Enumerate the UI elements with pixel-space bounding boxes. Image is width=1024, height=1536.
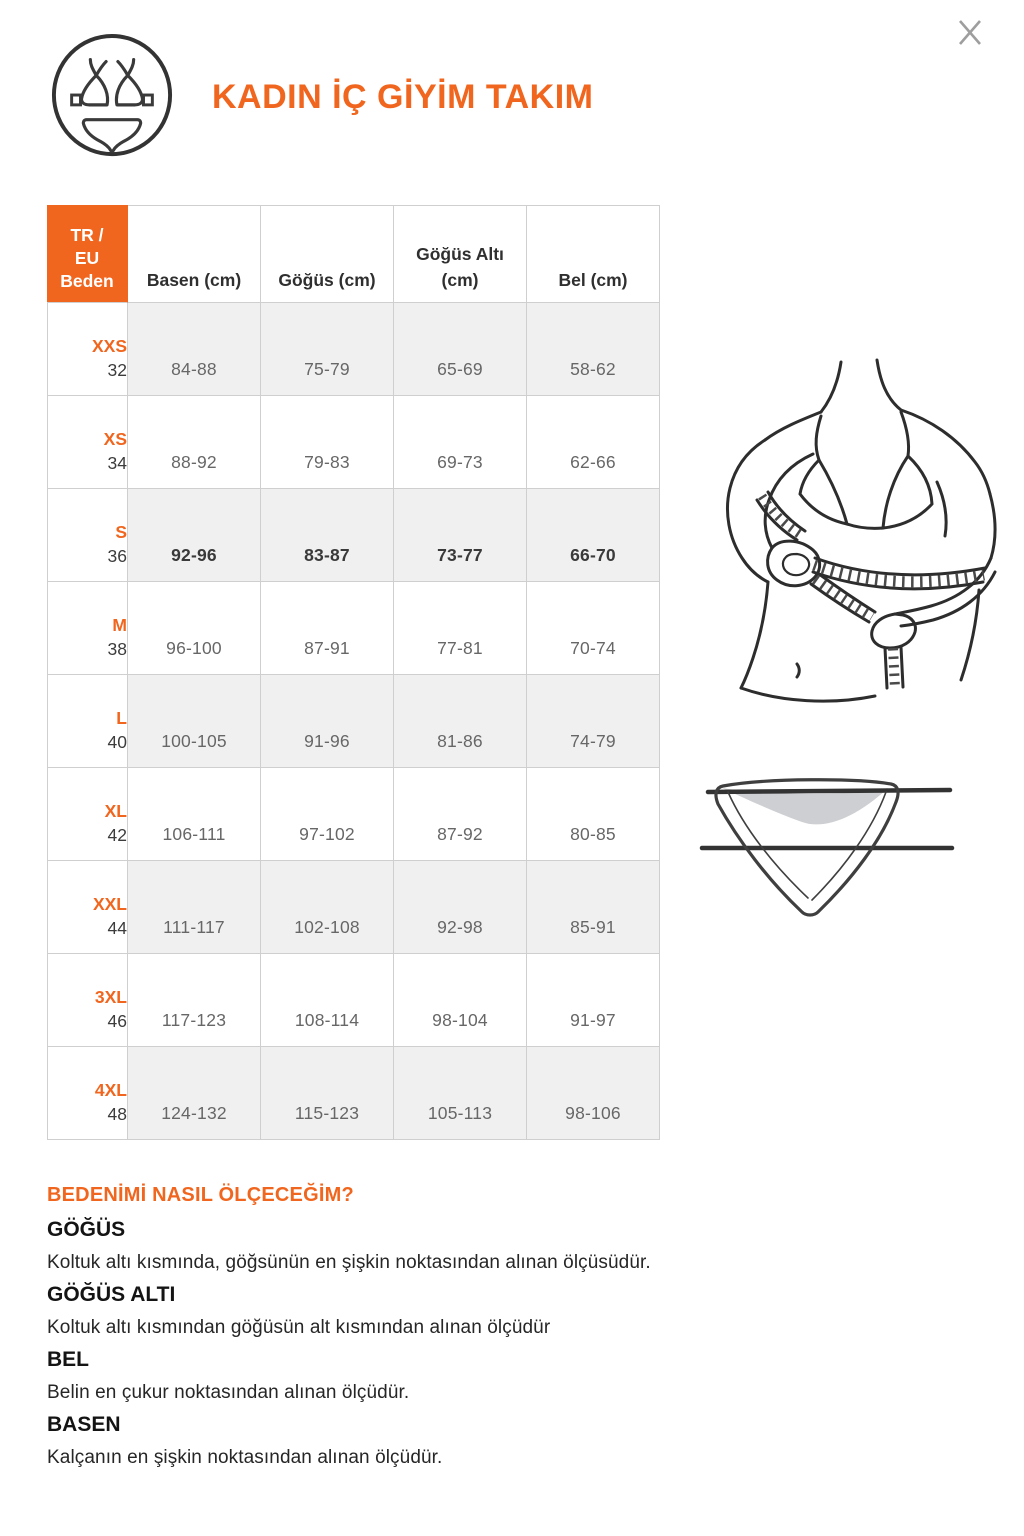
measurement-cell: 96-100 [128,582,261,675]
measurement-cell: 65-69 [394,303,527,396]
measurement-cell: 108-114 [261,954,394,1047]
measurement-cell: 69-73 [394,396,527,489]
size-label: M [112,614,127,635]
measurement-cell: 77-81 [394,582,527,675]
measurement-cell: 100-105 [128,675,261,768]
eu-size: 46 [107,1010,127,1031]
corner-header-cell: TR / EU Beden [47,205,128,303]
eu-size: 48 [107,1103,127,1124]
size-label-cell [48,396,128,489]
guide-term: BASEN [47,1413,121,1436]
column-header-cell: Göğüs (cm) [261,206,394,303]
size-chart-table [47,205,660,1140]
measurement-cell: 70-74 [527,582,660,675]
guide-definition: Koltuk altı kısmından göğüsün alt kısmından alınan ölçüdür [47,1316,551,1338]
measurement-cell: 75-79 [261,303,394,396]
size-label: XXL [92,893,127,914]
guide-term: GÖĞÜS [47,1218,126,1241]
guide-definition: Koltuk altı kısmında, göğsünün en şişkin noktasından alınan ölçüsüdür. [47,1251,651,1273]
modal-header [48,34,593,160]
guide-term: BEL [47,1348,89,1371]
measurement-cell: 74-79 [527,675,660,768]
measurement-cell: 73-77 [394,489,527,582]
measurement-cell: 79-83 [261,396,394,489]
measurement-cell: 85-91 [527,861,660,954]
size-label: S [115,521,127,542]
size-label-cell [48,861,128,954]
measurement-cell: 81-86 [394,675,527,768]
guide-title: BEDENİMİ NASIL ÖLÇECEĞİM? [47,1184,354,1206]
measurement-cell: 84-88 [128,303,261,396]
measurement-cell: 111-117 [128,861,261,954]
measurement-cell: 87-92 [394,768,527,861]
measurement-cell: 91-97 [527,954,660,1047]
eu-size: 36 [107,545,127,566]
close-button[interactable] [952,14,988,50]
column-header-cell: Göğüs Altı (cm) [394,206,527,303]
measurement-cell: 117-123 [128,954,261,1047]
eu-size: 40 [107,731,127,752]
eu-size: 32 [107,359,127,380]
eu-size: 44 [107,917,127,938]
measurement-cell: 115-123 [261,1047,394,1140]
measurement-guide [47,1184,777,1474]
measurement-cell: 80-85 [527,768,660,861]
size-label: XL [104,800,127,821]
measurement-cell: 66-70 [527,489,660,582]
measurement-cell: 88-92 [128,396,261,489]
size-label: XXS [91,335,127,356]
size-label-cell [48,489,128,582]
lingerie-set-icon [48,34,176,160]
size-label-cell [48,582,128,675]
measurement-cell: 92-96 [128,489,261,582]
eu-size: 38 [107,638,127,659]
measurement-cell: 102-108 [261,861,394,954]
measurement-cell: 124-132 [128,1047,261,1140]
measurement-cell: 83-87 [261,489,394,582]
measurement-cell: 91-96 [261,675,394,768]
bust-measurement-illustration [668,358,1018,706]
measurement-cell: 92-98 [394,861,527,954]
column-header-cell: Basen (cm) [128,206,261,303]
measurement-cell: 62-66 [527,396,660,489]
size-label-cell [48,1047,128,1140]
measurement-cell: 98-106 [527,1047,660,1140]
size-label-cell [48,768,128,861]
column-header-cell: Bel (cm) [527,206,660,303]
eu-size: 34 [107,452,127,473]
size-label-cell [48,675,128,768]
size-label: 4XL [94,1079,127,1100]
eu-size: 42 [107,824,127,845]
size-label-cell [48,303,128,396]
size-label: 3XL [94,986,127,1007]
page-title: KADIN İÇ GİYİM TAKIM [212,77,594,116]
measurement-cell: 97-102 [261,768,394,861]
guide-term: GÖĞÜS ALTI [47,1283,176,1306]
measurement-cell: 105-113 [394,1047,527,1140]
size-label: XS [103,428,127,449]
panty-measurement-illustration [698,776,958,946]
guide-definition: Belin en çukur noktasından alınan ölçüdür. [47,1381,410,1403]
measurement-cell: 98-104 [394,954,527,1047]
measurement-cell: 87-91 [261,582,394,675]
guide-definition: Kalçanın en şişkin noktasından alınan ölçüdür. [47,1446,443,1468]
close-icon [954,16,986,48]
size-label-cell [48,954,128,1047]
measurement-cell: 58-62 [527,303,660,396]
size-label: L [116,707,127,728]
measurement-cell: 106-111 [128,768,261,861]
